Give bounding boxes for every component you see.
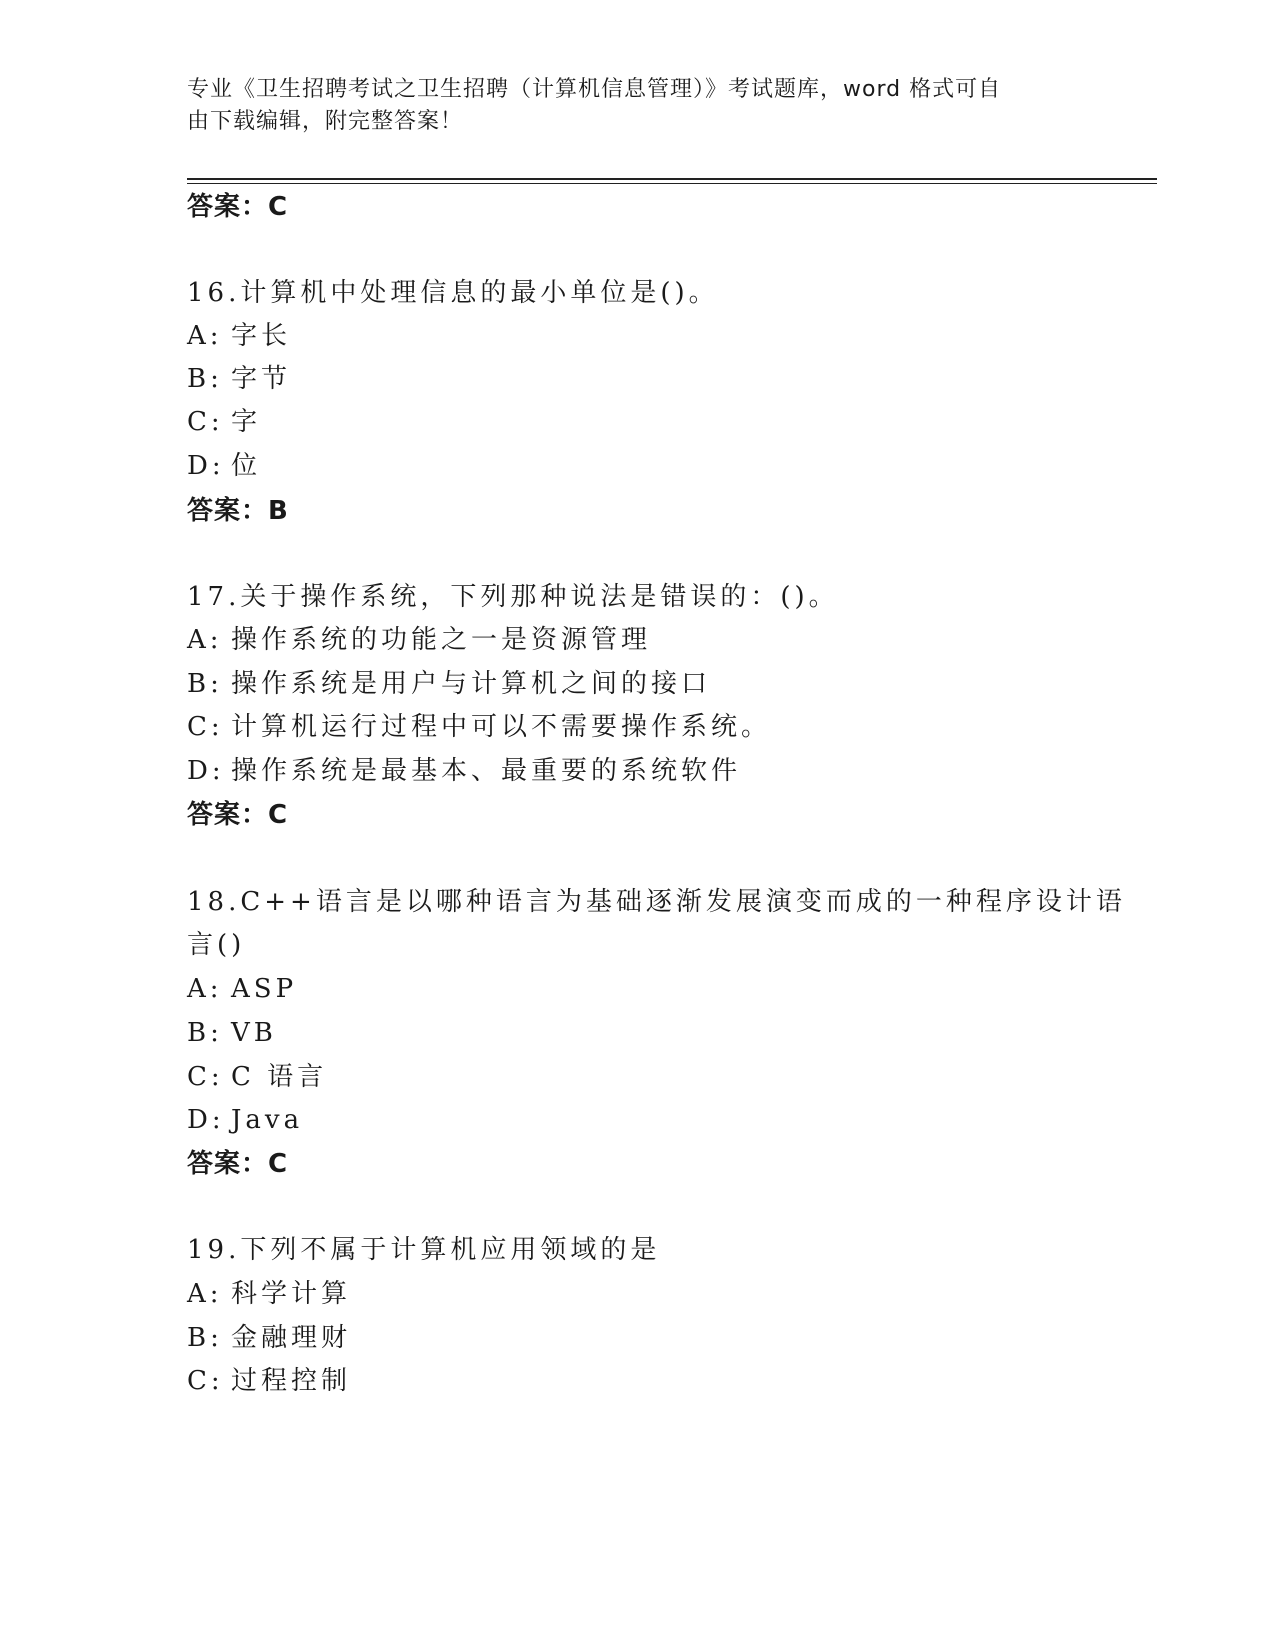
previous-answer: 答案：C xyxy=(187,192,289,222)
option-text: 操作系统的功能之一是资源管理 xyxy=(231,625,652,655)
question-19-option-c xyxy=(187,1364,351,1398)
option-text: 科学计算 xyxy=(231,1279,352,1309)
question-16-option-b xyxy=(187,362,291,396)
option-text: 操作系统是最基本、最重要的系统软件 xyxy=(231,756,742,786)
option-text: 计算机运行过程中可以不需要操作系统。 xyxy=(231,712,772,742)
option-key: C: xyxy=(187,1062,224,1092)
question-18-stem: 18.C++语言是以哪种语言为基础逐渐发展演变而成的一种程序设计语 xyxy=(187,887,1126,917)
option-text: 位 xyxy=(231,451,262,481)
question-19-stem: 19.下列不属于计算机应用领域的是 xyxy=(187,1235,661,1265)
option-key: C: xyxy=(187,407,224,437)
question-19-option-b xyxy=(187,1321,351,1355)
option-key: A: xyxy=(187,321,223,351)
option-text: 字长 xyxy=(231,321,292,351)
question-18-option-d xyxy=(187,1103,303,1137)
question-18-option-c xyxy=(187,1060,327,1094)
header-line-2: 由下载编辑，附完整答案！ xyxy=(187,109,464,134)
option-key: B: xyxy=(187,1018,223,1048)
option-text: ASP xyxy=(231,974,298,1004)
question-17-stem: 17.关于操作系统，下列那种说法是错误的：()。 xyxy=(187,582,839,612)
option-key: B: xyxy=(187,364,223,394)
question-17-option-b xyxy=(187,667,711,701)
header-rule-thick xyxy=(187,178,1157,180)
question-16-option-d xyxy=(187,449,261,483)
option-key: D: xyxy=(187,1105,225,1135)
option-text: 字 xyxy=(231,407,262,437)
option-key: D: xyxy=(187,451,225,481)
option-text: 字节 xyxy=(231,364,292,394)
question-19-option-a xyxy=(187,1277,351,1311)
question-18-option-b xyxy=(187,1016,277,1050)
question-16-stem: 16.计算机中处理信息的最小单位是()。 xyxy=(187,278,719,308)
question-17-option-d xyxy=(187,754,741,788)
option-key: A: xyxy=(187,1279,223,1309)
question-16-option-c xyxy=(187,405,261,439)
option-text: 过程控制 xyxy=(231,1366,352,1396)
option-key: B: xyxy=(187,669,223,699)
option-key: C: xyxy=(187,712,224,742)
option-key: A: xyxy=(187,625,223,655)
question-17-option-c xyxy=(187,710,771,744)
header-rule-thin xyxy=(187,183,1157,184)
option-key: B: xyxy=(187,1323,223,1353)
option-text: C 语言 xyxy=(231,1062,328,1092)
option-key: A: xyxy=(187,974,223,1004)
option-text: 操作系统是用户与计算机之间的接口 xyxy=(231,669,712,699)
option-text: 金融理财 xyxy=(231,1323,352,1353)
option-key: C: xyxy=(187,1366,224,1396)
question-18-answer: 答案：C xyxy=(187,1149,289,1179)
question-18-option-a xyxy=(187,972,297,1006)
option-text: Java xyxy=(231,1105,304,1135)
question-18-stem-cont: 言() xyxy=(187,930,246,960)
question-17-option-a xyxy=(187,623,651,657)
document-header xyxy=(187,74,1067,138)
question-17-answer: 答案：C xyxy=(187,800,289,830)
question-16-option-a xyxy=(187,319,291,353)
header-line-1: 专业《卫生招聘考试之卫生招聘（计算机信息管理）》考试题库，word 格式可自 xyxy=(187,77,1002,102)
question-16-answer: 答案：B xyxy=(187,496,289,526)
option-key: D: xyxy=(187,756,225,786)
option-text: VB xyxy=(231,1018,277,1048)
